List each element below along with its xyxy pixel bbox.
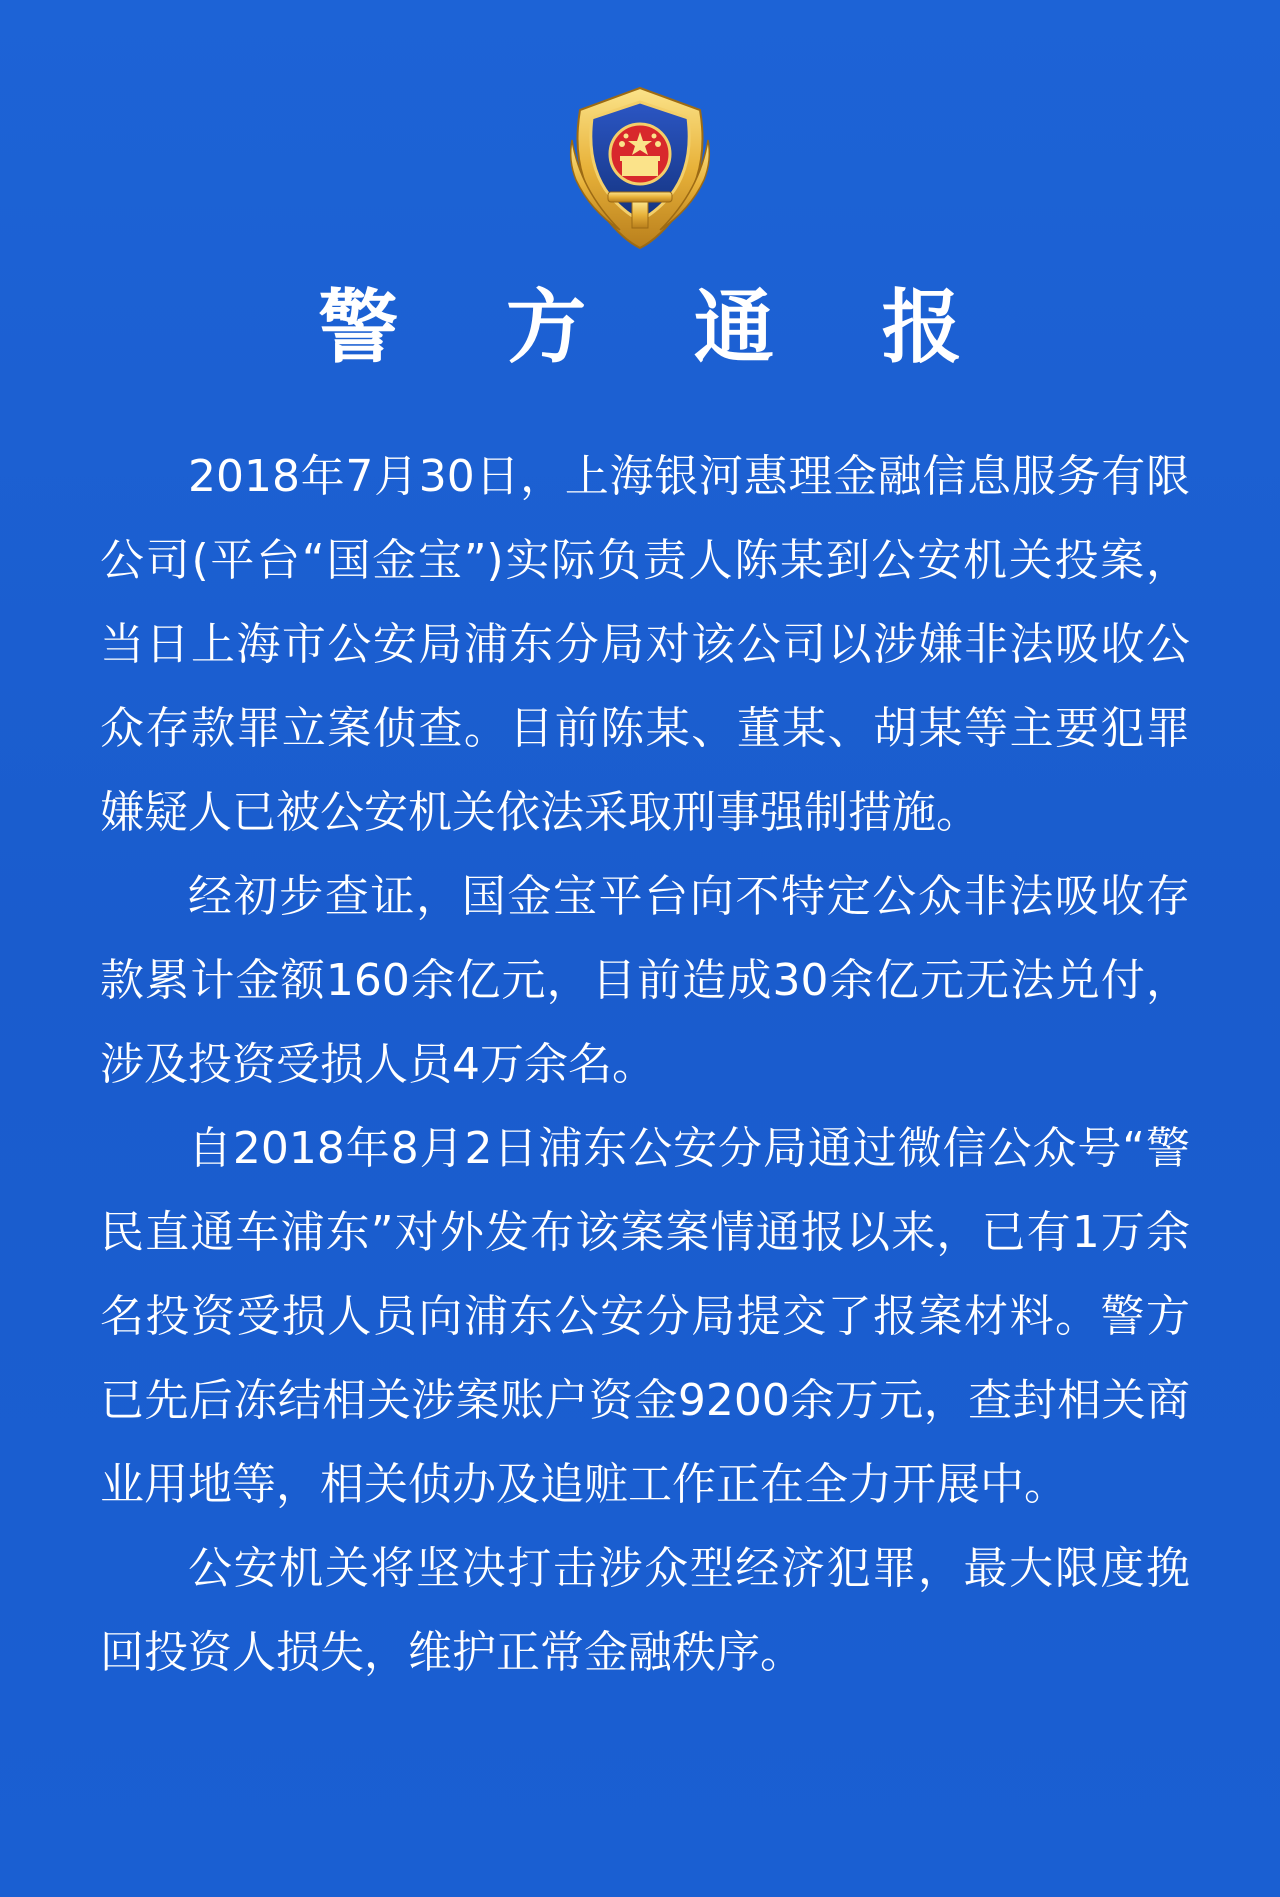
notice-body xyxy=(100,435,1190,1695)
paragraph-4: 公安机关将坚决打击涉众型经济犯罪，最大限度挽回投资人损失，维护正常金融秩序。 xyxy=(100,1543,1190,1678)
emblem-area xyxy=(0,80,1280,260)
paragraph-2: 经初步查证，国金宝平台向不特定公众非法吸收存款累计金额160余亿元，目前造成30余亿元无法兑付，涉及投资受损人员4万余名。 xyxy=(100,871,1190,1090)
paragraph-1: 2018年7月30日，上海银河惠理金融信息服务有限公司(平台“国金宝”)实际负责人陈某到公安机关投案，当日上海市公安局浦东分局对该公司以涉嫌非法吸收公众存款罪立案侦查。目前陈某、董某、胡某等主要犯罪嫌疑人已被公安机关依法采取刑事强制措施。 xyxy=(100,451,1190,838)
police-emblem-icon xyxy=(550,80,730,260)
paragraph-3: 自2018年8月2日浦东公安分局通过微信公众号“警民直通车浦东”对外发布该案案情通报以来，已有1万余名投资受损人员向浦东公安分局提交了报案材料。警方已先后冻结相关涉案账户资金9200余万元，查封相关商业用地等，相关侦办及追赃工作正在全力开展中。 xyxy=(100,1123,1190,1510)
page-title: 警 方 通 报 xyxy=(318,281,1002,374)
